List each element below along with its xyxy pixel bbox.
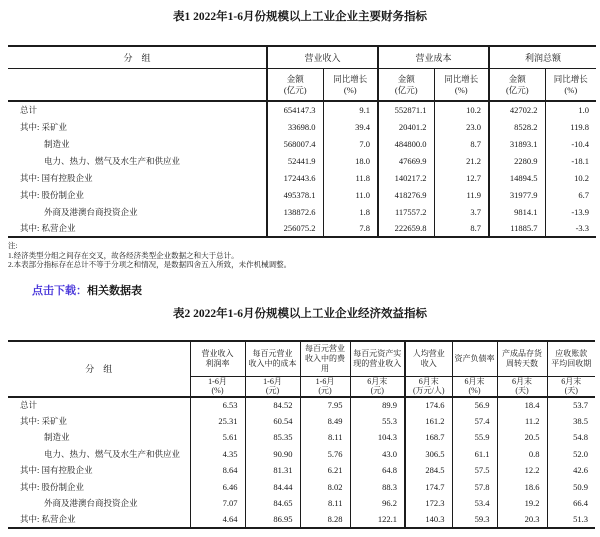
value-cell: 54.8 xyxy=(573,432,588,443)
value-cell: 10.2 xyxy=(574,172,590,183)
table1-colgroup-profit: 利润总额 xyxy=(489,46,596,69)
value-cell: 38.5 xyxy=(573,416,588,427)
table1-group-col-header: 分 组 xyxy=(8,46,267,69)
table2-body xyxy=(8,397,595,528)
value-cell: 59.3 xyxy=(452,511,497,527)
value-cell: 654147.3 xyxy=(267,101,323,118)
value-cell: 104.3 xyxy=(350,429,405,445)
table1-subcol-header: 同比增长 (%) xyxy=(323,69,378,102)
value-cell: 19.2 xyxy=(497,495,547,511)
table-row xyxy=(8,495,595,511)
row-label: 制造业 xyxy=(8,429,190,445)
table1-notes xyxy=(8,241,600,270)
value-cell: 20.5 xyxy=(497,429,547,445)
value-cell: 86.95 xyxy=(245,511,300,527)
table2-column-header: 人均营业 收入 xyxy=(405,341,452,377)
table2-column-header: 每百元营业 收入中的成本 xyxy=(245,341,300,377)
value-cell: 2280.9 xyxy=(489,152,545,169)
value-cell: -18.1 xyxy=(571,155,590,166)
table2-title: 表2 2022年1-6月份规模以上工业企业经济效益指标 xyxy=(173,307,427,320)
value-cell: 43.0 xyxy=(350,446,405,462)
table2 xyxy=(8,340,595,529)
value-cell: 12.7 xyxy=(434,169,489,186)
value-cell: 4.64 xyxy=(190,511,245,527)
table-row xyxy=(8,413,595,429)
table2-column-header: 每百元资产实 现的营业收入 xyxy=(350,341,405,377)
table1-title: 表1 2022年1-6月份规模以上工业企业主要财务指标 xyxy=(173,11,427,23)
value-cell: -13.9 xyxy=(571,206,590,217)
value-cell: 84.44 xyxy=(245,478,300,494)
value-cell: 25.31 xyxy=(190,413,245,429)
value-cell: 172.3 xyxy=(405,495,452,511)
value-cell: 140217.2 xyxy=(378,169,434,186)
value-cell: 172443.6 xyxy=(267,169,323,186)
value-cell: 12.2 xyxy=(497,462,547,478)
table1-colgroup-cost: 营业成本 xyxy=(378,46,489,69)
value-cell: 495378.1 xyxy=(267,186,323,203)
value-cell: 306.5 xyxy=(405,446,452,462)
table-row xyxy=(8,152,596,169)
value-cell: 174.6 xyxy=(405,397,452,413)
table2-column-header: 每百元营业 收入中的费用 xyxy=(300,341,350,377)
value-cell: 23.0 xyxy=(434,118,489,135)
table1-body xyxy=(8,101,596,237)
value-cell: 117557.2 xyxy=(378,203,434,220)
value-cell: 119.8 xyxy=(570,121,590,132)
value-cell: 9814.1 xyxy=(489,203,545,220)
value-cell: 42702.2 xyxy=(489,101,545,118)
value-cell: 33698.0 xyxy=(267,118,323,135)
row-label: 电力、热力、燃气及水生产和供应业 xyxy=(8,446,190,462)
download-row xyxy=(32,284,600,298)
download-link-label[interactable]: 点击下载： xyxy=(32,284,87,297)
value-cell: 14894.5 xyxy=(489,169,545,186)
table1-colgroup-revenue: 营业收入 xyxy=(267,46,378,69)
value-cell: 138872.6 xyxy=(267,203,323,220)
value-cell: 568007.4 xyxy=(267,135,323,152)
row-label: 其中: 股份制企业 xyxy=(8,186,267,203)
table1-group-row xyxy=(8,46,596,69)
value-cell: 6.53 xyxy=(190,397,245,413)
value-cell: 1.8 xyxy=(323,203,378,220)
value-cell: 85.35 xyxy=(245,429,300,445)
value-cell: 61.1 xyxy=(452,446,497,462)
value-cell: 484800.0 xyxy=(378,135,434,152)
value-cell: 56.9 xyxy=(452,397,497,413)
value-cell: 3.7 xyxy=(434,203,489,220)
value-cell: -10.4 xyxy=(571,138,590,149)
notes-label: 注: xyxy=(8,241,18,250)
value-cell: 89.9 xyxy=(350,397,405,413)
value-cell: 84.52 xyxy=(245,397,300,413)
value-cell: 8.28 xyxy=(300,511,350,527)
value-cell: 168.7 xyxy=(405,429,452,445)
value-cell: 418276.9 xyxy=(378,186,434,203)
table1 xyxy=(8,45,596,238)
value-cell: 60.54 xyxy=(245,413,300,429)
value-cell: 51.3 xyxy=(573,513,588,524)
table1-subheader-row xyxy=(8,69,596,102)
table1-subcol-header: 同比增长 (%) xyxy=(434,69,489,102)
value-cell: 50.9 xyxy=(573,481,588,492)
table-row xyxy=(8,118,596,135)
value-cell: 18.6 xyxy=(497,478,547,494)
table1-group-col-spacer xyxy=(8,69,267,102)
table-row xyxy=(8,429,595,445)
table2-period-header: 6月末 (天) xyxy=(497,376,547,397)
value-cell: 7.07 xyxy=(190,495,245,511)
value-cell: 552871.1 xyxy=(378,101,434,118)
table-row xyxy=(8,169,596,186)
value-cell: 57.8 xyxy=(452,478,497,494)
value-cell: 18.0 xyxy=(323,152,378,169)
row-label: 其中: 国有控股企业 xyxy=(8,169,267,186)
value-cell: 39.4 xyxy=(323,118,378,135)
value-cell: 11885.7 xyxy=(489,220,545,237)
value-cell: 11.2 xyxy=(497,413,547,429)
value-cell: 10.2 xyxy=(434,101,489,118)
table2-period-header: 1-6月 (%) xyxy=(190,376,245,397)
value-cell: 5.76 xyxy=(300,446,350,462)
value-cell: 4.35 xyxy=(190,446,245,462)
row-label: 其中: 股份制企业 xyxy=(8,478,190,494)
table2-period-header: 1-6月 (元) xyxy=(245,376,300,397)
value-cell: 55.3 xyxy=(350,413,405,429)
table2-period-header: 6月末 (元) xyxy=(350,376,405,397)
table-row xyxy=(8,446,595,462)
value-cell: 8.64 xyxy=(190,462,245,478)
table-row xyxy=(8,462,595,478)
value-cell: 18.4 xyxy=(497,397,547,413)
value-cell: 90.90 xyxy=(245,446,300,462)
value-cell: 6.21 xyxy=(300,462,350,478)
table2-column-header: 资产负债率 xyxy=(452,341,497,377)
value-cell: 122.1 xyxy=(350,511,405,527)
value-cell: 88.3 xyxy=(350,478,405,494)
table2-header xyxy=(8,341,595,397)
table2-period-header: 6月末 (%) xyxy=(452,376,497,397)
row-label: 其中: 私营企业 xyxy=(8,220,267,237)
value-cell: 140.3 xyxy=(405,511,452,527)
value-cell: 57.5 xyxy=(452,462,497,478)
value-cell: 31893.1 xyxy=(489,135,545,152)
value-cell: 11.0 xyxy=(323,186,378,203)
table2-period-header: 6月末 (天) xyxy=(547,376,595,397)
row-label: 其中: 私营企业 xyxy=(8,511,190,527)
table1-subcol-header: 金额 (亿元) xyxy=(267,69,323,102)
table2-period-header: 1-6月 (元) xyxy=(300,376,350,397)
table-row xyxy=(8,101,596,118)
table1-header xyxy=(8,46,596,101)
value-cell: 6.46 xyxy=(190,478,245,494)
table1-subcol-header: 金额 (亿元) xyxy=(378,69,434,102)
row-label: 外商及港澳台商投资企业 xyxy=(8,495,190,511)
value-cell: 20401.2 xyxy=(378,118,434,135)
value-cell: 11.9 xyxy=(434,186,489,203)
value-cell: -3.3 xyxy=(575,223,590,233)
table-row xyxy=(8,511,595,527)
value-cell: 8.02 xyxy=(300,478,350,494)
value-cell: 8.7 xyxy=(434,135,489,152)
value-cell: 52441.9 xyxy=(267,152,323,169)
value-cell: 47669.9 xyxy=(378,152,434,169)
value-cell: 256075.2 xyxy=(267,220,323,237)
value-cell: 42.6 xyxy=(573,465,588,476)
value-cell: 53.7 xyxy=(573,400,588,411)
value-cell: 7.0 xyxy=(323,135,378,152)
table2-column-header: 营业收入 利润率 xyxy=(190,341,245,377)
value-cell: 64.8 xyxy=(350,462,405,478)
value-cell: 6.7 xyxy=(578,189,590,200)
table2-period-header: 6月末 (万元/人) xyxy=(405,376,452,397)
value-cell: 96.2 xyxy=(350,495,405,511)
row-label: 总计 xyxy=(8,101,267,118)
value-cell: 31977.9 xyxy=(489,186,545,203)
table-row xyxy=(8,135,596,152)
value-cell: 7.8 xyxy=(323,220,378,237)
table2-metric-row xyxy=(8,341,595,377)
value-cell: 8528.2 xyxy=(489,118,545,135)
value-cell: 66.4 xyxy=(573,498,588,509)
value-cell: 84.65 xyxy=(245,495,300,511)
value-cell: 8.7 xyxy=(434,220,489,237)
value-cell: 7.95 xyxy=(300,397,350,413)
value-cell: 8.49 xyxy=(300,413,350,429)
row-label: 其中: 采矿业 xyxy=(8,118,267,135)
table-row xyxy=(8,397,595,413)
table1-subcol-header: 同比增长 (%) xyxy=(545,69,596,102)
table-row xyxy=(8,478,595,494)
value-cell: 222659.8 xyxy=(378,220,434,237)
value-cell: 81.31 xyxy=(245,462,300,478)
value-cell: 0.8 xyxy=(497,446,547,462)
row-label: 其中: 国有控股企业 xyxy=(8,462,190,478)
value-cell: 21.2 xyxy=(434,152,489,169)
value-cell: 52.0 xyxy=(573,448,588,459)
download-link[interactable] xyxy=(32,285,142,297)
row-label: 其中: 采矿业 xyxy=(8,413,190,429)
value-cell: 20.3 xyxy=(497,511,547,527)
download-link-text[interactable]: 相关数据表 xyxy=(87,284,142,297)
row-label: 外商及港澳台商投资企业 xyxy=(8,203,267,220)
table-row xyxy=(8,220,596,237)
note-line-2: 2.本表部分指标存在总计不等于分项之和情况，是数据四舍五入所致，未作机械调整。 xyxy=(8,260,292,269)
table2-group-col-header: 分 组 xyxy=(8,341,190,397)
value-cell: 161.2 xyxy=(405,413,452,429)
value-cell: 11.8 xyxy=(323,169,378,186)
table-row xyxy=(8,186,596,203)
value-cell: 57.4 xyxy=(452,413,497,429)
value-cell: 5.61 xyxy=(190,429,245,445)
table1-subcol-header: 金额 (亿元) xyxy=(489,69,545,102)
value-cell: 8.11 xyxy=(300,495,350,511)
value-cell: 9.1 xyxy=(323,101,378,118)
table-row xyxy=(8,203,596,220)
row-label: 总计 xyxy=(8,397,190,413)
value-cell: 1.0 xyxy=(578,105,590,115)
value-cell: 53.4 xyxy=(452,495,497,511)
row-label: 制造业 xyxy=(8,135,267,152)
table2-column-header: 产成品存货 周转天数 xyxy=(497,341,547,377)
value-cell: 284.5 xyxy=(405,462,452,478)
note-line-1: 1.经济类型分组之间存在交叉，故各经济类型企业数据之和大于总计。 xyxy=(8,250,239,260)
row-label: 电力、热力、燃气及水生产和供应业 xyxy=(8,152,267,169)
table2-column-header: 应收账款 平均回收期 xyxy=(547,341,595,377)
value-cell: 174.7 xyxy=(405,478,452,494)
value-cell: 8.11 xyxy=(300,429,350,445)
value-cell: 55.9 xyxy=(452,429,497,445)
